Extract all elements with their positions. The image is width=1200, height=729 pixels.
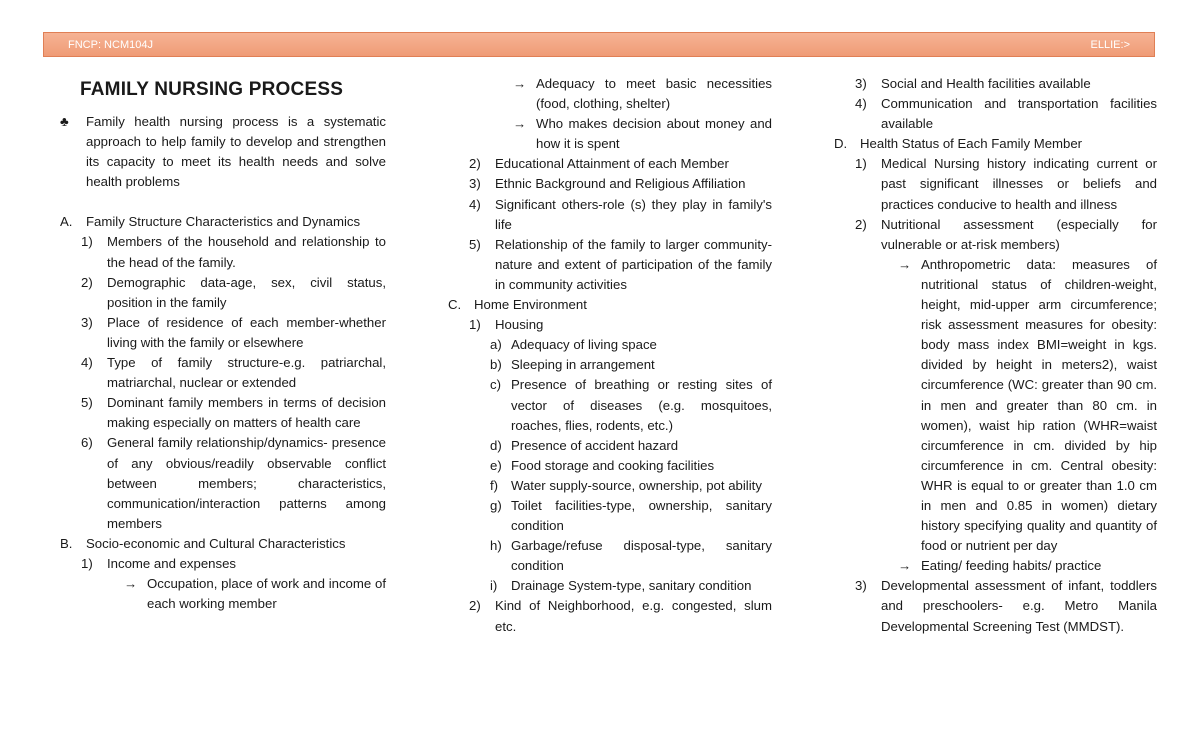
list-item: 1) Medical Nursing history indicating current or past significant illnesses or beliefs and practices conducive to health and illness [855,156,1157,212]
sub-item: g) Toilet facilities-type, ownership, sanitary condition [490,497,772,534]
list-item: 6) General family relationship/dynamics- presence of any obvious/readily observable conflict between members; characteristics, communication/interaction patterns among members [81,435,386,531]
list-item: 5) Relationship of the family to larger community-nature and extent of participation of the family in community activities [469,236,772,292]
list-item: 3) Ethnic Background and Religious Affiliation [469,176,746,192]
list-item: 1) Housing [469,317,544,333]
column-1 [60,74,386,614]
list-item: 2) Educational Attainment of each Member [469,156,729,172]
arrow-item: → Anthropometric data: measures of nutritional status of children-weight, height, mid-upper arm circumference; risk assessment measures for obesity: body mass index BMI=weight in kgs. divided by height in meters2), waist circumference (WC: greater than 90 cm. in men and greater than 80 cm. in women), waist hip ration (WHR=waist circumference in cm. divided by hip circumference in cm. Central obesity: WHR is equal to or greater than 1.0 cm in men and 0.85 in women) dietary history specifying quality and quantity of food or nutrient per day [898,255,1157,556]
right-arrow-icon: → [513,76,527,91]
right-arrow-icon: → [898,558,912,574]
sub-item: a) Adequacy of living space [490,337,657,353]
list-item: 3) Social and Health facilities available [855,76,1091,91]
arrow-item: → Adequacy to meet basic necessities (food, clothing, shelter) [513,74,772,114]
sub-item: e) Food storage and cooking facilities [490,457,715,473]
list-item: 1) Income and expenses [81,555,237,571]
list-item: 4) Type of family structure-e.g. patriarchal, matriarchal, nuclear or extended [81,355,386,391]
sub-item: f) Water supply-source, ownership, pot ability [490,477,762,493]
column-3 [834,74,1157,637]
sub-item: h) Garbage/refuse disposal-type, sanitary condition [490,538,772,574]
column-2 [448,74,772,637]
sub-item: i) Drainage System-type, sanitary condition [490,578,752,594]
list-item: 3) Place of residence of each member-whether living with the family or elsewhere [81,314,386,350]
section-a-heading: A. Family Structure Characteristics and Dynamics [60,214,361,230]
page-header [43,32,1155,57]
sub-item: b) Sleeping in arrangement [490,357,655,373]
course-code: FNCP: NCM104J [68,39,153,51]
list-item: 2) Demographic data-age, sex, civil status, position in the family [81,274,386,310]
list-item: 3) Developmental assessment of infant, toddlers and preschoolers- e.g. Metro Manila Developmental Screening Test (MMDST). [855,578,1157,634]
intro-bullet [60,112,386,192]
intro-text: Family health nursing process is a systematic approach to help family to develop and strengthen its capacity to meet its health needs and solve health problems [86,114,386,190]
sub-item: c) Presence of breathing or resting sites of vector of diseases (e.g. mosquitoes, roaches, flies, rodents, etc.) [490,377,772,433]
right-arrow-icon: → [898,256,912,272]
section-b-heading: B. Socio-economic and Cultural Characteristics [60,535,346,551]
right-arrow-icon: → [124,576,138,592]
list-item: 4) Communication and transportation facilities available [855,96,1157,132]
list-item: 2) Kind of Neighborhood, e.g. congested, slum etc. [469,598,772,634]
arrow-item: → Who makes decision about money and how it is spent [513,114,772,154]
page-title: FAMILY NURSING PROCESS [80,79,344,100]
club-suit-icon: ♣ [60,114,69,129]
list-item: 2) Nutritional assessment (especially for vulnerable or at-risk members) [855,216,1157,252]
list-item: 4) Significant others-role (s) they play in family's life [469,196,772,232]
section-c-heading: C. Home Environment [448,297,587,313]
arrow-item: → Eating/ feeding habits/ practice [898,556,1157,576]
sub-item: d) Presence of accident hazard [490,437,679,453]
author-tag: ELLIE:> [1090,39,1130,51]
section-d-heading: D. Health Status of Each Family Member [834,136,1083,152]
list-item: 5) Dominant family members in terms of decision making especially on matters of health care [81,395,386,431]
arrow-item: → Occupation, place of work and income of each working member [124,574,386,614]
list-item: 1) Members of the household and relationship to the head of the family. [81,234,386,270]
right-arrow-icon: → [513,116,527,132]
